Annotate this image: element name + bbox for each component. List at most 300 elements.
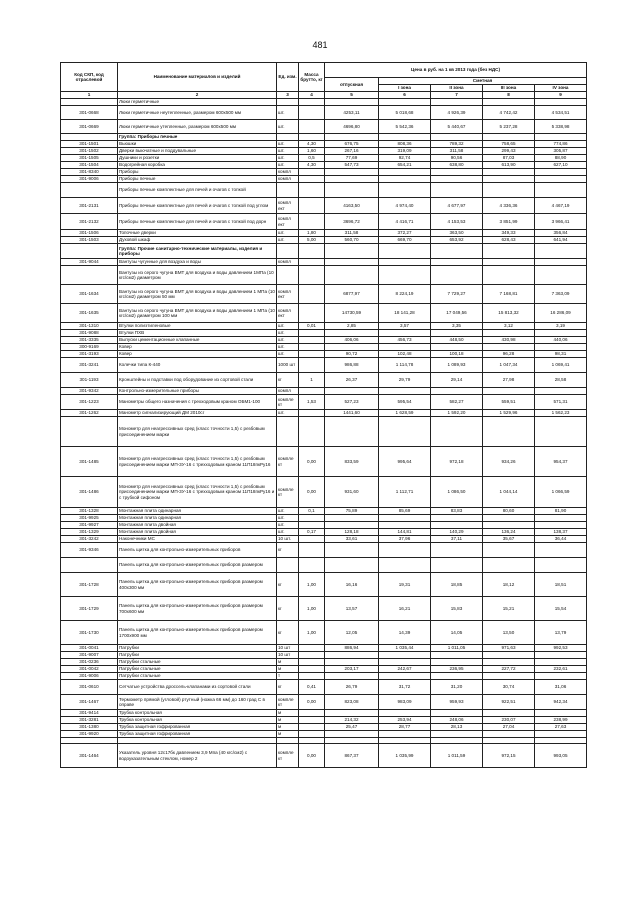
row-mass xyxy=(299,558,325,573)
table-row xyxy=(61,373,587,388)
table-row xyxy=(61,183,587,198)
row-code: 301-3241 xyxy=(61,358,118,373)
row-code: 301-0042 xyxy=(61,666,118,673)
row-zone-4-price xyxy=(535,543,587,558)
row-zone-1-price xyxy=(379,244,431,259)
row-zone-3-price: 80,60 xyxy=(483,508,535,515)
row-name: Приборы печные комплектные для печей и очагов с топкой под углом xyxy=(118,198,277,214)
row-name: Наконечники МС xyxy=(118,536,277,543)
row-code: 301-1729 xyxy=(61,597,118,621)
row-unit: кг xyxy=(277,373,299,388)
row-name: Патрубки стальные xyxy=(118,673,277,680)
row-zone-4-price: 88,90 xyxy=(535,155,587,162)
row-release-price xyxy=(325,344,379,351)
table-row xyxy=(61,148,587,155)
row-mass: 4,30 xyxy=(299,162,325,169)
row-code: 301-1485 xyxy=(61,447,118,477)
row-unit xyxy=(277,558,299,573)
header-colnum: 5 xyxy=(325,92,379,99)
table-row xyxy=(61,176,587,183)
row-zone-2-price: 18,85 xyxy=(431,573,483,597)
row-zone-4-price xyxy=(535,417,587,447)
table-row xyxy=(61,285,587,304)
table-row xyxy=(61,120,587,134)
row-zone-1-price: 5 018,68 xyxy=(379,106,431,120)
row-mass xyxy=(299,337,325,344)
row-release-price xyxy=(325,266,379,285)
row-zone-3-price xyxy=(483,183,535,198)
row-name: Монтажная плита одинарная xyxy=(118,515,277,522)
row-name: Монтажная плита двойная xyxy=(118,522,277,529)
row-unit: м xyxy=(277,710,299,717)
row-zone-2-price: 4 926,39 xyxy=(431,106,483,120)
row-name: Монтажная плита двойная xyxy=(118,529,277,536)
row-zone-2-price xyxy=(431,543,483,558)
row-zone-3-price xyxy=(483,244,535,259)
row-zone-2-price xyxy=(431,673,483,680)
row-zone-3-price: 27,04 xyxy=(483,724,535,731)
row-zone-4-price xyxy=(535,176,587,183)
row-zone-4-price: 3,19 xyxy=(535,323,587,330)
row-zone-2-price xyxy=(431,183,483,198)
row-zone-2-price: 140,29 xyxy=(431,529,483,536)
table-row xyxy=(61,141,587,148)
row-zone-1-price xyxy=(379,134,431,141)
row-zone-3-price xyxy=(483,169,535,176)
row-zone-3-price: 4 336,36 xyxy=(483,198,535,214)
row-unit: шт. xyxy=(277,337,299,344)
row-zone-2-price xyxy=(431,134,483,141)
row-name: Трубка контрольная xyxy=(118,710,277,717)
row-zone-3-price xyxy=(483,99,535,106)
row-name: Манометр сигнализирующий ДМ 2010сг xyxy=(118,410,277,417)
row-zone-4-price: 993,05 xyxy=(535,744,587,768)
row-zone-1-price: 669,70 xyxy=(379,237,431,244)
row-zone-2-price: 29,14 xyxy=(431,373,483,388)
row-zone-3-price: 349,33 xyxy=(483,230,535,237)
header-zone-1: I зона xyxy=(379,85,431,92)
row-code: 301-9088 xyxy=(61,330,118,337)
row-name: Указатель уровня 12с17бк давлением 3,9 Мпа (40 кгс/см2) с водоуказательным стеклом, номер 2 xyxy=(118,744,277,768)
row-unit: кг xyxy=(277,621,299,645)
row-unit: шт. xyxy=(277,330,299,337)
row-code: 301-9346 xyxy=(61,543,118,558)
row-name: Контрольно-измерительные приборы xyxy=(118,388,277,395)
row-unit: компл xyxy=(277,176,299,183)
row-zone-3-price: 613,90 xyxy=(483,162,535,169)
row-release-price xyxy=(325,731,379,738)
row-mass xyxy=(299,536,325,543)
row-release-price: 77,69 xyxy=(325,155,379,162)
row-zone-2-price: 100,18 xyxy=(431,351,483,358)
header-price-group: Цена в руб. на 1 кв 2013 года (без НДС) xyxy=(325,63,587,78)
row-mass xyxy=(299,666,325,673)
row-zone-2-price: 972,18 xyxy=(431,447,483,477)
row-zone-4-price: 5 338,98 xyxy=(535,120,587,134)
row-name: Духовой шкаф xyxy=(118,237,277,244)
row-release-price: 214,32 xyxy=(325,717,379,724)
row-zone-2-price: 7 729,27 xyxy=(431,285,483,304)
row-code: 301-0669 xyxy=(61,120,118,134)
row-mass xyxy=(299,106,325,120)
table-row xyxy=(61,237,587,244)
row-zone-2-price xyxy=(431,176,483,183)
row-release-price: 886,94 xyxy=(325,645,379,652)
row-name: Душники и розетки xyxy=(118,155,277,162)
table-row xyxy=(61,573,587,597)
row-zone-3-price: 30,74 xyxy=(483,680,535,695)
row-release-price xyxy=(325,134,379,141)
row-release-price: 33,61 xyxy=(325,536,379,543)
row-name: Ковер xyxy=(118,351,277,358)
table-row xyxy=(61,447,587,477)
row-code: 301-3335 xyxy=(61,337,118,344)
row-mass xyxy=(299,410,325,417)
row-zone-3-price: 27,98 xyxy=(483,373,535,388)
row-mass: 4,30 xyxy=(299,141,325,148)
row-code: 301-9920 xyxy=(61,731,118,738)
row-zone-2-price: 14,05 xyxy=(431,621,483,645)
row-mass xyxy=(299,717,325,724)
row-unit: шт. xyxy=(277,410,299,417)
row-zone-3-price xyxy=(483,134,535,141)
row-name: Панель щитка для контрольно-измерительных приборов размером 400х300 мм xyxy=(118,573,277,597)
row-name: Люки герметичные xyxy=(118,99,277,106)
row-zone-3-price xyxy=(483,266,535,285)
row-unit xyxy=(277,183,299,198)
row-release-price xyxy=(325,169,379,176)
row-zone-1-price xyxy=(379,330,431,337)
header-code: Код СКП, код отраслевой xyxy=(61,63,118,92)
row-zone-1-price: 85,69 xyxy=(379,508,431,515)
row-name: Патрубки стальные xyxy=(118,666,277,673)
row-zone-3-price xyxy=(483,344,535,351)
row-release-price: 833,59 xyxy=(325,447,379,477)
row-zone-4-price: 1 069,41 xyxy=(535,358,587,373)
row-zone-1-price xyxy=(379,731,431,738)
row-zone-4-price: 15,54 xyxy=(535,597,587,621)
row-zone-3-price: 7 168,81 xyxy=(483,285,535,304)
row-zone-2-price: 3,35 xyxy=(431,323,483,330)
table-row xyxy=(61,214,587,230)
row-zone-1-price: 19,31 xyxy=(379,573,431,597)
row-mass xyxy=(299,169,325,176)
row-zone-3-price: 922,51 xyxy=(483,695,535,710)
row-zone-4-price xyxy=(535,266,587,285)
row-zone-2-price xyxy=(431,731,483,738)
row-release-price xyxy=(325,330,379,337)
row-unit: кг xyxy=(277,573,299,597)
row-zone-2-price: 582,27 xyxy=(431,395,483,410)
row-code: 301-1486 xyxy=(61,477,118,508)
row-unit: компл ект xyxy=(277,304,299,323)
row-zone-2-price xyxy=(431,266,483,285)
row-release-price: 4253,11 xyxy=(325,106,379,120)
row-name: Топочные дверки xyxy=(118,230,277,237)
row-zone-3-price xyxy=(483,543,535,558)
row-zone-4-price: 81,90 xyxy=(535,508,587,515)
row-code: 301-9925 xyxy=(61,515,118,522)
header-release: отпускная xyxy=(325,78,379,92)
row-unit: компл ект xyxy=(277,285,299,304)
row-code: 301-0668 xyxy=(61,106,118,120)
row-zone-3-price: 299,43 xyxy=(483,148,535,155)
price-table xyxy=(60,62,587,768)
row-release-price xyxy=(325,710,379,717)
table-row xyxy=(61,597,587,621)
row-code: 301-1464 xyxy=(61,744,118,768)
row-zone-1-price xyxy=(379,176,431,183)
page-number: 481 xyxy=(312,40,328,50)
row-unit: компл xyxy=(277,169,299,176)
row-zone-3-price xyxy=(483,417,535,447)
header-colnum: 7 xyxy=(431,92,483,99)
row-release-price: 267,16 xyxy=(325,148,379,155)
row-zone-3-price: 227,72 xyxy=(483,666,535,673)
row-unit: компл xyxy=(277,388,299,395)
row-zone-1-price xyxy=(379,344,431,351)
row-mass: 0,17 xyxy=(299,529,325,536)
row-name: Патрубки стальные xyxy=(118,659,277,666)
row-zone-4-price: 641,94 xyxy=(535,237,587,244)
row-mass xyxy=(299,214,325,230)
row-zone-1-price: 92,74 xyxy=(379,155,431,162)
row-zone-1-price: 1 035,99 xyxy=(379,744,431,768)
header-colnum: 6 xyxy=(379,92,431,99)
header-name: Наименование материалов и изделий xyxy=(118,63,277,92)
row-zone-3-price: 1 047,34 xyxy=(483,358,535,373)
row-mass xyxy=(299,731,325,738)
table-row xyxy=(61,522,587,529)
row-name: Приборы печные xyxy=(118,176,277,183)
header-unit: Ед. изм. xyxy=(277,63,299,92)
row-release-price xyxy=(325,522,379,529)
row-mass: 1,00 xyxy=(299,597,325,621)
row-mass: 0,1 xyxy=(299,508,325,515)
header-colnum: 8 xyxy=(483,92,535,99)
table-row xyxy=(61,266,587,285)
table-row xyxy=(61,162,587,169)
row-zone-3-price xyxy=(483,522,535,529)
row-unit: м xyxy=(277,717,299,724)
row-unit xyxy=(277,417,299,447)
row-zone-2-price xyxy=(431,244,483,259)
row-mass xyxy=(299,259,325,266)
row-code xyxy=(61,417,118,447)
row-zone-1-price: 808,36 xyxy=(379,141,431,148)
row-zone-3-price xyxy=(483,259,535,266)
table-row xyxy=(61,230,587,237)
row-zone-2-price: 448,50 xyxy=(431,337,483,344)
row-name: Вантузы из серого чугуна ВМТ для воздуха и воды давлением 1МПа (10 кгс/см2) диаметром xyxy=(118,266,277,285)
table-row xyxy=(61,508,587,515)
row-name: Втулки ПХВ xyxy=(118,330,277,337)
header-colnum: 9 xyxy=(535,92,587,99)
row-zone-2-price: 236,95 xyxy=(431,666,483,673)
row-code: 301-1635 xyxy=(61,304,118,323)
row-zone-4-price xyxy=(535,330,587,337)
row-name: Группа: Прочие санитарно-технические материалы, изделия и приборы xyxy=(118,244,277,259)
row-mass: 1 xyxy=(299,373,325,388)
row-code: 301-1467 xyxy=(61,695,118,710)
row-zone-2-price xyxy=(431,169,483,176)
row-name: Панель щитка для контрольно-измерительных приборов размером 700х600 мм xyxy=(118,597,277,621)
row-zone-3-price: 972,15 xyxy=(483,744,535,768)
row-zone-1-price xyxy=(379,558,431,573)
row-zone-1-price: 456,73 xyxy=(379,337,431,344)
row-zone-4-price: 138,37 xyxy=(535,529,587,536)
row-unit: м xyxy=(277,666,299,673)
row-zone-2-price: 1 086,50 xyxy=(431,477,483,508)
row-release-price xyxy=(325,673,379,680)
row-mass xyxy=(299,330,325,337)
row-unit: 10 шт xyxy=(277,645,299,652)
header-zone-4: IV зона xyxy=(535,85,587,92)
row-name: Монтажная плита одинарная xyxy=(118,508,277,515)
row-mass: 0,00 xyxy=(299,447,325,477)
row-zone-3-price: 758,65 xyxy=(483,141,535,148)
row-code: 301-1310 xyxy=(61,323,118,330)
row-zone-2-price xyxy=(431,659,483,666)
row-unit: шт. xyxy=(277,148,299,155)
row-zone-4-price xyxy=(535,673,587,680)
row-zone-1-price xyxy=(379,259,431,266)
table-row xyxy=(61,417,587,447)
row-name: Вантузы из серого чугуна ВМТ для воздуха и воды давлением 1 МПа (10 кгс/см2) диаметром 50 мм xyxy=(118,285,277,304)
row-release-price: 547,73 xyxy=(325,162,379,169)
row-zone-4-price: 305,87 xyxy=(535,148,587,155)
row-zone-1-price: 1 114,78 xyxy=(379,358,431,373)
row-code: 301-2132 xyxy=(61,214,118,230)
row-zone-4-price: 7 363,09 xyxy=(535,285,587,304)
row-name: Трубка защитная гофрированная xyxy=(118,724,277,731)
row-mass xyxy=(299,659,325,666)
row-zone-1-price: 1 035,44 xyxy=(379,645,431,652)
row-zone-3-price xyxy=(483,176,535,183)
row-name: Ковер xyxy=(118,344,277,351)
row-zone-2-price: 1 592,20 xyxy=(431,410,483,417)
row-zone-1-price: 1 628,59 xyxy=(379,410,431,417)
header-colnum: 1 xyxy=(61,92,118,99)
row-code: 301-9007 xyxy=(61,652,118,659)
row-name: Колечки типа К-440 xyxy=(118,358,277,373)
row-code: 301-0610 xyxy=(61,680,118,695)
row-zone-4-price: 356,84 xyxy=(535,230,587,237)
row-mass xyxy=(299,198,325,214)
table-row xyxy=(61,529,587,536)
row-zone-4-price: 28,58 xyxy=(535,373,587,388)
row-code: 301-1380 xyxy=(61,724,118,731)
table-row xyxy=(61,558,587,573)
row-zone-1-price: 144,81 xyxy=(379,529,431,536)
row-code: 301-9927 xyxy=(61,522,118,529)
row-zone-4-price xyxy=(535,652,587,659)
row-zone-3-price: 87,03 xyxy=(483,155,535,162)
row-code: 301-3193 xyxy=(61,351,118,358)
table-row xyxy=(61,652,587,659)
table-row xyxy=(61,695,587,710)
row-unit: шт. xyxy=(277,120,299,134)
row-name: Монометр для неагрессивных сред (класс точности 1,5) с резбовым присоединением марки xyxy=(118,417,277,447)
table-row xyxy=(61,710,587,717)
table-row xyxy=(61,388,587,395)
table-row xyxy=(61,155,587,162)
row-zone-2-price xyxy=(431,259,483,266)
table-row xyxy=(61,395,587,410)
row-mass xyxy=(299,351,325,358)
row-unit: шт. xyxy=(277,162,299,169)
row-mass xyxy=(299,515,325,522)
row-name: Термометр прямой (угловой) ртутный (ножка 66 мм) до 160 град С в оправе xyxy=(118,695,277,710)
row-zone-4-price: 3 966,41 xyxy=(535,214,587,230)
table-row xyxy=(61,659,587,666)
group-row xyxy=(61,244,587,259)
row-unit: шт. xyxy=(277,508,299,515)
row-zone-2-price: 959,93 xyxy=(431,695,483,710)
row-zone-2-price xyxy=(431,330,483,337)
row-zone-3-price: 934,26 xyxy=(483,447,535,477)
header-colnum: 2 xyxy=(118,92,277,99)
row-zone-2-price: 4 153,53 xyxy=(431,214,483,230)
row-unit: шт. xyxy=(277,515,299,522)
row-name: Кронштейны и подставки под оборудование из сортовой стали xyxy=(118,373,277,388)
row-unit: 10 шт. xyxy=(277,536,299,543)
row-unit: компле кт xyxy=(277,477,299,508)
row-zone-1-price: 983,09 xyxy=(379,695,431,710)
row-mass xyxy=(299,99,325,106)
row-zone-2-price: 28,13 xyxy=(431,724,483,731)
row-zone-1-price: 4 974,40 xyxy=(379,198,431,214)
row-mass: 0,00 xyxy=(299,477,325,508)
row-zone-3-price xyxy=(483,330,535,337)
row-name: Вантузы из серого чугуна ВМТ для воздуха и воды давлением 1 МПа (10 кгс/см2) диаметром 100 мм xyxy=(118,304,277,323)
row-zone-1-price: 16,21 xyxy=(379,597,431,621)
row-code: 301-1503 xyxy=(61,237,118,244)
row-release-price: 26,37 xyxy=(325,373,379,388)
table-row xyxy=(61,344,587,351)
row-zone-1-price xyxy=(379,515,431,522)
row-zone-3-price: 4 742,42 xyxy=(483,106,535,120)
row-zone-2-price xyxy=(431,388,483,395)
row-zone-4-price: 27,63 xyxy=(535,724,587,731)
row-zone-3-price: 5 237,28 xyxy=(483,120,535,134)
row-zone-3-price: 3,12 xyxy=(483,323,535,330)
row-zone-2-price xyxy=(431,99,483,106)
row-zone-1-price: 4 416,71 xyxy=(379,214,431,230)
row-code: 301-1504 xyxy=(61,162,118,169)
row-release-price: 25,47 xyxy=(325,724,379,731)
row-mass xyxy=(299,724,325,731)
row-zone-2-price: 83,83 xyxy=(431,508,483,515)
row-unit: компле кт xyxy=(277,447,299,477)
row-code: 301-9006 xyxy=(61,176,118,183)
row-unit: кг xyxy=(277,543,299,558)
row-zone-1-price xyxy=(379,266,431,285)
row-unit: шт. xyxy=(277,522,299,529)
row-zone-2-price: 31,20 xyxy=(431,680,483,695)
row-zone-4-price: 36,44 xyxy=(535,536,587,543)
row-name: Монометр для неагрессивных сред (класс точности 1,5) с резбовым присоединением марки МП-3У-16 с трехходовым краном 11П18пкРу16 xyxy=(118,447,277,477)
row-name: Панель щитка для контрольно-измерительных приборов размером xyxy=(118,558,277,573)
row-code: 301-1501 xyxy=(61,141,118,148)
row-code: 301-0041 xyxy=(61,645,118,652)
row-zone-2-price: 90,56 xyxy=(431,155,483,162)
row-name: Приборы печные комплектные для печей и очагов с топкой xyxy=(118,183,277,198)
row-mass: 1,60 xyxy=(299,148,325,155)
row-zone-2-price: 363,50 xyxy=(431,230,483,237)
group-row xyxy=(61,134,587,141)
row-zone-1-price: 102,48 xyxy=(379,351,431,358)
